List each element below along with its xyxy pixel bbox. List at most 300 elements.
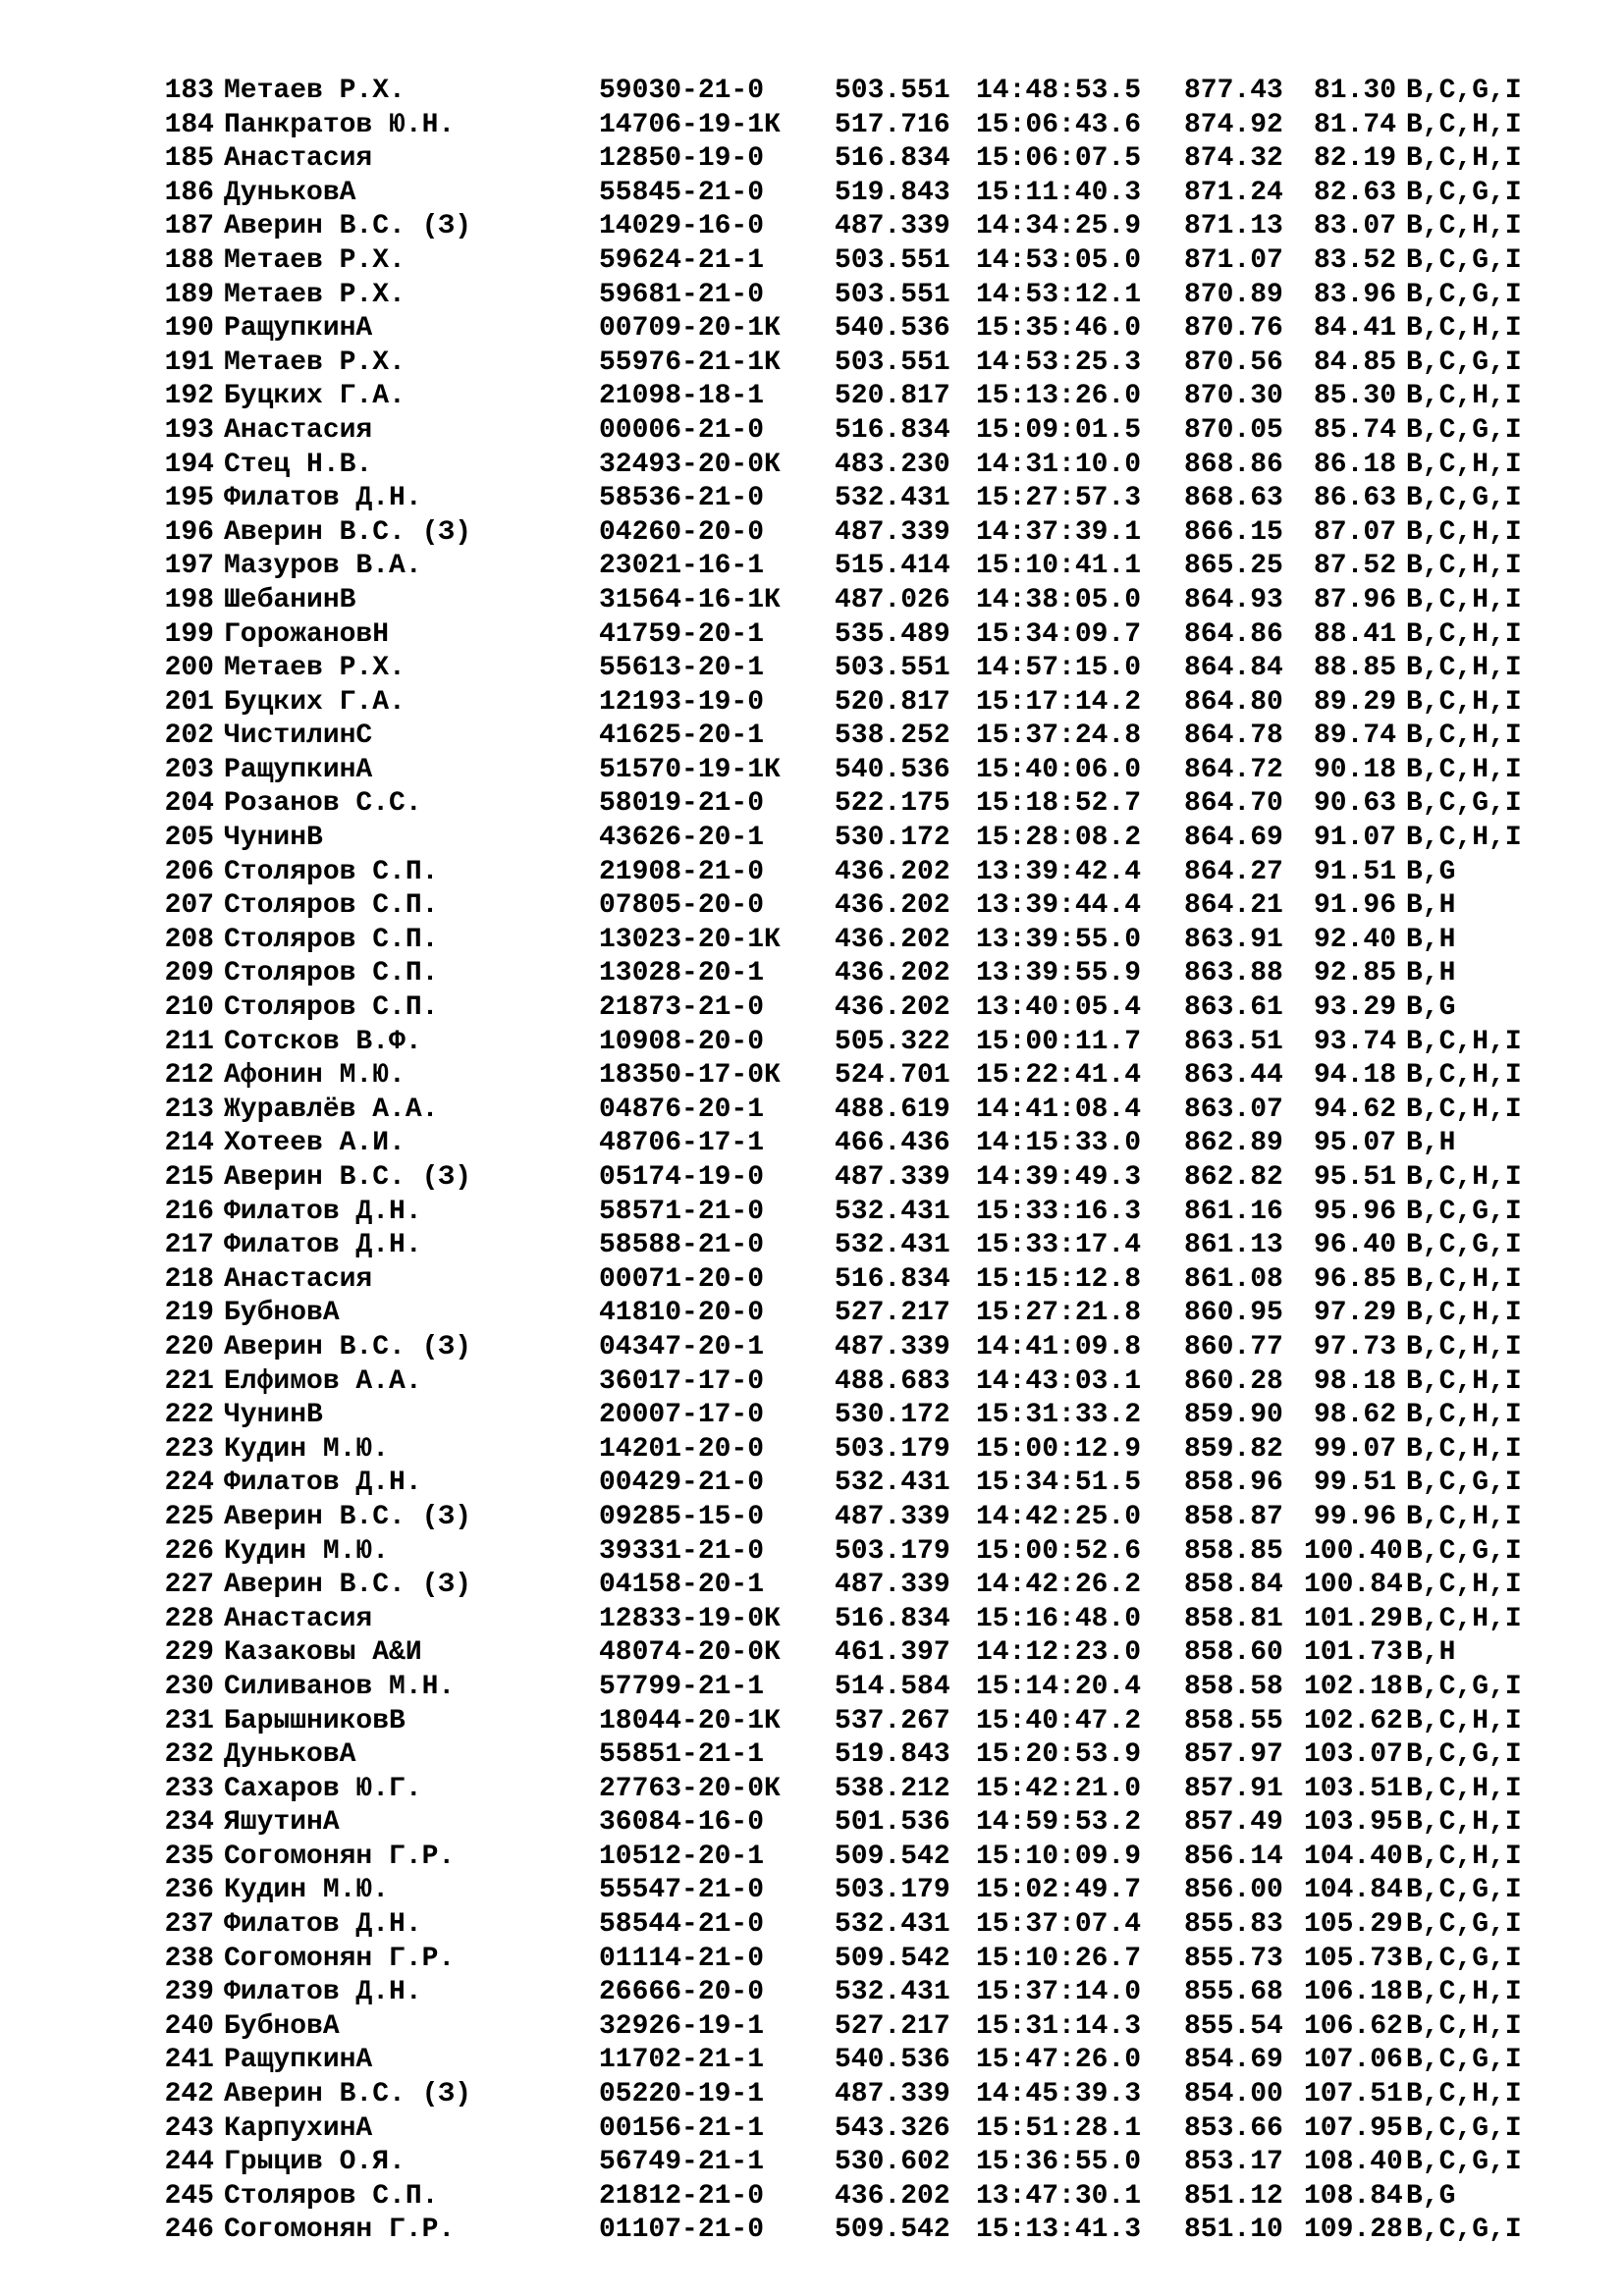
speed-value: 863.88 — [1184, 958, 1283, 989]
classes: B,C,H,I — [1406, 584, 1522, 615]
result-row — [145, 177, 1563, 211]
coefficient: 88.85 — [1313, 653, 1396, 684]
place-number: 240 — [164, 2010, 214, 2042]
arrival-time: 15:06:07.5 — [976, 143, 1142, 175]
arrival-time: 15:36:55.0 — [976, 2147, 1142, 2178]
speed-value: 855.54 — [1184, 2010, 1283, 2042]
fancier-name: Анастасия — [224, 1603, 373, 1634]
ring-number: 58536-21-0 — [599, 483, 765, 514]
classes: B,C,G,I — [1406, 414, 1522, 446]
place-number: 205 — [164, 823, 214, 854]
coefficient: 90.63 — [1313, 788, 1396, 820]
fancier-name: ДуньковА — [224, 1739, 356, 1771]
arrival-time: 14:53:25.3 — [976, 347, 1142, 378]
distance-km: 514.584 — [835, 1671, 950, 1702]
distance-km: 503.179 — [835, 1535, 950, 1567]
classes: B,C,H,I — [1406, 109, 1522, 140]
distance-km: 487.339 — [835, 1331, 950, 1362]
speed-value: 854.69 — [1184, 2045, 1283, 2076]
classes: B,C,H,I — [1406, 1365, 1522, 1397]
result-row — [145, 1535, 1563, 1570]
ring-number: 18044-20-1К — [599, 1705, 781, 1736]
coefficient: 87.07 — [1313, 516, 1396, 548]
arrival-time: 15:00:52.6 — [976, 1535, 1142, 1567]
ring-number: 39331-21-0 — [599, 1535, 765, 1567]
fancier-name: Анастасия — [224, 414, 373, 446]
speed-value: 868.63 — [1184, 483, 1283, 514]
speed-value: 860.95 — [1184, 1298, 1283, 1329]
distance-km: 519.843 — [835, 177, 950, 208]
place-number: 246 — [164, 2215, 214, 2246]
speed-value: 874.32 — [1184, 143, 1283, 175]
result-row — [145, 1365, 1563, 1400]
classes: B,H — [1406, 1128, 1456, 1159]
ring-number: 09285-15-0 — [599, 1501, 765, 1532]
place-number: 217 — [164, 1230, 214, 1261]
arrival-time: 15:47:26.0 — [976, 2045, 1142, 2076]
speed-value: 858.58 — [1184, 1671, 1283, 1702]
distance-km: 436.202 — [835, 958, 950, 989]
result-row — [145, 1433, 1563, 1468]
coefficient: 82.63 — [1313, 177, 1396, 208]
coefficient: 103.51 — [1304, 1773, 1403, 1804]
fancier-name: Метаев Р.Х. — [224, 244, 406, 276]
speed-value: 864.93 — [1184, 584, 1283, 615]
arrival-time: 15:00:11.7 — [976, 1026, 1142, 1057]
arrival-time: 13:39:44.4 — [976, 890, 1142, 922]
speed-value: 853.17 — [1184, 2147, 1283, 2178]
classes: B,C,G,I — [1406, 244, 1522, 276]
result-row — [145, 347, 1563, 381]
result-row — [145, 414, 1563, 449]
place-number: 197 — [164, 551, 214, 582]
ring-number: 55976-21-1К — [599, 347, 781, 378]
fancier-name: Кудин М.Ю. — [224, 1433, 390, 1465]
arrival-time: 14:59:53.2 — [976, 1807, 1142, 1839]
coefficient: 84.41 — [1313, 313, 1396, 345]
place-number: 227 — [164, 1570, 214, 1601]
arrival-time: 15:10:09.9 — [976, 1841, 1142, 1872]
result-row — [145, 787, 1563, 822]
place-number: 225 — [164, 1501, 214, 1532]
ring-number: 59030-21-0 — [599, 76, 765, 106]
speed-value: 856.14 — [1184, 1841, 1283, 1872]
coefficient: 99.96 — [1313, 1501, 1396, 1532]
coefficient: 89.29 — [1313, 686, 1396, 718]
ring-number: 00006-21-0 — [599, 414, 765, 446]
fancier-name: Столяров С.П. — [224, 958, 439, 989]
result-row — [145, 652, 1563, 686]
distance-km: 530.172 — [835, 823, 950, 854]
coefficient: 100.84 — [1304, 1570, 1403, 1601]
speed-value: 877.43 — [1184, 76, 1283, 106]
fancier-name: Столяров С.П. — [224, 2180, 439, 2212]
speed-value: 871.07 — [1184, 244, 1283, 276]
coefficient: 95.07 — [1313, 1128, 1396, 1159]
ring-number: 01107-21-0 — [599, 2215, 765, 2246]
distance-km: 503.551 — [835, 76, 950, 106]
coefficient: 92.40 — [1313, 924, 1396, 955]
fancier-name: Казаковы А&И — [224, 1637, 422, 1669]
arrival-time: 15:13:41.3 — [976, 2215, 1142, 2246]
fancier-name: Филатов Д.Н. — [224, 1909, 422, 1941]
speed-value: 862.89 — [1184, 1128, 1283, 1159]
arrival-time: 15:51:28.1 — [976, 2112, 1142, 2144]
fancier-name: Афонин М.Ю. — [224, 1060, 406, 1092]
speed-value: 864.69 — [1184, 823, 1283, 854]
place-number: 232 — [164, 1739, 214, 1771]
ring-number: 12850-19-0 — [599, 143, 765, 175]
speed-value: 864.21 — [1184, 890, 1283, 922]
place-number: 228 — [164, 1603, 214, 1634]
speed-value: 864.84 — [1184, 653, 1283, 684]
fancier-name: Метаев Р.Х. — [224, 279, 406, 310]
coefficient: 105.29 — [1304, 1909, 1403, 1941]
speed-value: 861.16 — [1184, 1196, 1283, 1227]
ring-number: 59624-21-1 — [599, 244, 765, 276]
fancier-name: РащупкинА — [224, 754, 373, 785]
arrival-time: 14:15:33.0 — [976, 1128, 1142, 1159]
coefficient: 81.30 — [1313, 76, 1396, 106]
coefficient: 98.62 — [1313, 1400, 1396, 1431]
speed-value: 858.96 — [1184, 1468, 1283, 1499]
classes: B,C,G,I — [1406, 1739, 1522, 1771]
arrival-time: 14:48:53.5 — [976, 76, 1142, 106]
distance-km: 436.202 — [835, 890, 950, 922]
result-row — [145, 1773, 1563, 1807]
coefficient: 81.74 — [1313, 109, 1396, 140]
result-row — [145, 1874, 1563, 1908]
place-number: 223 — [164, 1433, 214, 1465]
ring-number: 01114-21-0 — [599, 1943, 765, 1974]
fancier-name: Буцких Г.А. — [224, 381, 406, 412]
fancier-name: Аверин В.С. (З) — [224, 1570, 472, 1601]
fancier-name: РащупкинА — [224, 313, 373, 345]
fancier-name: Столяров С.П. — [224, 992, 439, 1024]
fancier-name: Согомонян Г.Р. — [224, 1841, 456, 1872]
coefficient: 109.28 — [1304, 2215, 1403, 2246]
place-number: 203 — [164, 754, 214, 785]
distance-km: 530.172 — [835, 1400, 950, 1431]
speed-value: 855.68 — [1184, 1977, 1283, 2008]
distance-km: 436.202 — [835, 992, 950, 1024]
arrival-time: 14:34:25.9 — [976, 211, 1142, 242]
classes: B,C,H,I — [1406, 1433, 1522, 1465]
arrival-time: 15:33:17.4 — [976, 1230, 1142, 1261]
arrival-time: 15:42:21.0 — [976, 1773, 1142, 1804]
result-row — [145, 1636, 1563, 1671]
ring-number: 21873-21-0 — [599, 992, 765, 1024]
classes: B,C,H,I — [1406, 516, 1522, 548]
distance-km: 540.536 — [835, 313, 950, 345]
arrival-time: 14:43:03.1 — [976, 1365, 1142, 1397]
coefficient: 95.51 — [1313, 1162, 1396, 1193]
place-number: 206 — [164, 856, 214, 887]
result-row — [145, 210, 1563, 244]
speed-value: 859.82 — [1184, 1433, 1283, 1465]
distance-km: 527.217 — [835, 2010, 950, 2042]
classes: B,C,G,I — [1406, 1468, 1522, 1499]
place-number: 213 — [164, 1094, 214, 1125]
distance-km: 503.551 — [835, 347, 950, 378]
result-row — [145, 1671, 1563, 1705]
place-number: 214 — [164, 1128, 214, 1159]
ring-number: 07805-20-0 — [599, 890, 765, 922]
distance-km: 538.252 — [835, 721, 950, 752]
result-row — [145, 618, 1563, 653]
speed-value: 862.82 — [1184, 1162, 1283, 1193]
fancier-name: Розанов С.С. — [224, 788, 422, 820]
classes: B,C,H,I — [1406, 1026, 1522, 1057]
result-row — [145, 2078, 1563, 2112]
distance-km: 487.339 — [835, 1162, 950, 1193]
classes: B,C,G,I — [1406, 177, 1522, 208]
result-row — [145, 1297, 1563, 1331]
speed-value: 866.15 — [1184, 516, 1283, 548]
classes: B,H — [1406, 924, 1456, 955]
ring-number: 41759-20-1 — [599, 618, 765, 650]
ring-number: 00156-21-1 — [599, 2112, 765, 2144]
speed-value: 871.13 — [1184, 211, 1283, 242]
ring-number: 05174-19-0 — [599, 1162, 765, 1193]
speed-value: 864.78 — [1184, 721, 1283, 752]
result-row — [145, 1501, 1563, 1535]
result-row — [145, 2044, 1563, 2078]
speed-value: 864.72 — [1184, 754, 1283, 785]
fancier-name: Хотеев А.И. — [224, 1128, 406, 1159]
ring-number: 23021-16-1 — [599, 551, 765, 582]
ring-number: 48706-17-1 — [599, 1128, 765, 1159]
coefficient: 87.52 — [1313, 551, 1396, 582]
arrival-time: 14:37:39.1 — [976, 516, 1142, 548]
arrival-time: 15:11:40.3 — [976, 177, 1142, 208]
coefficient: 83.07 — [1313, 211, 1396, 242]
ring-number: 04158-20-1 — [599, 1570, 765, 1601]
place-number: 188 — [164, 244, 214, 276]
place-number: 229 — [164, 1637, 214, 1669]
results-list — [145, 75, 1563, 2248]
distance-km: 509.542 — [835, 1943, 950, 1974]
arrival-time: 15:02:49.7 — [976, 1875, 1142, 1906]
distance-km: 488.619 — [835, 1094, 950, 1125]
result-row — [145, 1603, 1563, 1637]
result-row — [145, 991, 1563, 1026]
speed-value: 864.80 — [1184, 686, 1283, 718]
coefficient: 88.41 — [1313, 618, 1396, 650]
fancier-name: Журавлёв А.А. — [224, 1094, 439, 1125]
speed-value: 858.84 — [1184, 1570, 1283, 1601]
ring-number: 51570-19-1К — [599, 754, 781, 785]
coefficient: 96.40 — [1313, 1230, 1396, 1261]
place-number: 236 — [164, 1875, 214, 1906]
classes: B,C,H,I — [1406, 1060, 1522, 1092]
ring-number: 04876-20-1 — [599, 1094, 765, 1125]
ring-number: 00429-21-0 — [599, 1468, 765, 1499]
distance-km: 483.230 — [835, 449, 950, 480]
result-row — [145, 1841, 1563, 1875]
place-number: 222 — [164, 1400, 214, 1431]
fancier-name: Метаев Р.Х. — [224, 347, 406, 378]
place-number: 243 — [164, 2112, 214, 2144]
coefficient: 99.07 — [1313, 1433, 1396, 1465]
fancier-name: Филатов Д.Н. — [224, 1977, 422, 2008]
fancier-name: Метаев Р.Х. — [224, 76, 406, 106]
speed-value: 858.60 — [1184, 1637, 1283, 1669]
fancier-name: Кудин М.Ю. — [224, 1535, 390, 1567]
place-number: 199 — [164, 618, 214, 650]
classes: B,C,H,I — [1406, 1162, 1522, 1193]
coefficient: 101.29 — [1304, 1603, 1403, 1634]
speed-value: 858.81 — [1184, 1603, 1283, 1634]
fancier-name: ЧунинВ — [224, 1400, 323, 1431]
ring-number: 13023-20-1К — [599, 924, 781, 955]
result-row — [145, 279, 1563, 313]
distance-km: 487.339 — [835, 2079, 950, 2110]
result-row — [145, 1908, 1563, 1943]
place-number: 194 — [164, 449, 214, 480]
result-row — [145, 1976, 1563, 2010]
distance-km: 503.551 — [835, 653, 950, 684]
distance-km: 487.339 — [835, 1570, 950, 1601]
fancier-name: КарпухинА — [224, 2112, 373, 2144]
coefficient: 83.52 — [1313, 244, 1396, 276]
ring-number: 11702-21-1 — [599, 2045, 765, 2076]
fancier-name: Столяров С.П. — [224, 856, 439, 887]
distance-km: 503.179 — [835, 1433, 950, 1465]
fancier-name: Аверин В.С. (З) — [224, 2079, 472, 2110]
place-number: 245 — [164, 2180, 214, 2212]
arrival-time: 14:41:09.8 — [976, 1331, 1142, 1362]
classes: B,C,H,I — [1406, 1501, 1522, 1532]
place-number: 191 — [164, 347, 214, 378]
classes: B,C,G,I — [1406, 2112, 1522, 2144]
speed-value: 858.85 — [1184, 1535, 1283, 1567]
ring-number: 31564-16-1К — [599, 584, 781, 615]
speed-value: 857.91 — [1184, 1773, 1283, 1804]
ring-number: 55547-21-0 — [599, 1875, 765, 1906]
arrival-time: 13:40:05.4 — [976, 992, 1142, 1024]
result-row — [145, 1094, 1563, 1128]
speed-value: 860.77 — [1184, 1331, 1283, 1362]
ring-number: 57799-21-1 — [599, 1671, 765, 1702]
arrival-time: 14:53:12.1 — [976, 279, 1142, 310]
classes: B,C,H,I — [1406, 449, 1522, 480]
distance-km: 503.551 — [835, 279, 950, 310]
place-number: 201 — [164, 686, 214, 718]
classes: B,C,H,I — [1406, 721, 1522, 752]
distance-km: 535.489 — [835, 618, 950, 650]
distance-km: 487.026 — [835, 584, 950, 615]
place-number: 238 — [164, 1943, 214, 1974]
coefficient: 103.07 — [1304, 1739, 1403, 1771]
ring-number: 00071-20-0 — [599, 1263, 765, 1295]
ring-number: 43626-20-1 — [599, 823, 765, 854]
distance-km: 530.602 — [835, 2147, 950, 2178]
distance-km: 503.551 — [835, 244, 950, 276]
speed-value: 863.91 — [1184, 924, 1283, 955]
place-number: 208 — [164, 924, 214, 955]
distance-km: 516.834 — [835, 414, 950, 446]
result-row — [145, 856, 1563, 890]
result-row — [145, 2112, 1563, 2147]
speed-value: 865.25 — [1184, 551, 1283, 582]
speed-value: 868.86 — [1184, 449, 1283, 480]
distance-km: 516.834 — [835, 1263, 950, 1295]
arrival-time: 14:57:15.0 — [976, 653, 1142, 684]
fancier-name: Анастасия — [224, 1263, 373, 1295]
result-row — [145, 1026, 1563, 1060]
ring-number: 26666-20-0 — [599, 1977, 765, 2008]
speed-value: 864.86 — [1184, 618, 1283, 650]
result-row — [145, 1569, 1563, 1603]
speed-value: 856.00 — [1184, 1875, 1283, 1906]
arrival-time: 14:45:39.3 — [976, 2079, 1142, 2110]
arrival-time: 15:40:06.0 — [976, 754, 1142, 785]
coefficient: 87.96 — [1313, 584, 1396, 615]
coefficient: 85.30 — [1313, 381, 1396, 412]
distance-km: 520.817 — [835, 381, 950, 412]
coefficient: 106.62 — [1304, 2010, 1403, 2042]
coefficient: 93.29 — [1313, 992, 1396, 1024]
place-number: 242 — [164, 2079, 214, 2110]
classes: B,C,G,I — [1406, 1535, 1522, 1567]
arrival-time: 15:27:21.8 — [976, 1298, 1142, 1329]
place-number: 211 — [164, 1026, 214, 1057]
speed-value: 870.89 — [1184, 279, 1283, 310]
distance-km: 537.267 — [835, 1705, 950, 1736]
place-number: 210 — [164, 992, 214, 1024]
distance-km: 532.431 — [835, 1230, 950, 1261]
classes: B,C,G,I — [1406, 2045, 1522, 2076]
arrival-time: 15:18:52.7 — [976, 788, 1142, 820]
arrival-time: 15:16:48.0 — [976, 1603, 1142, 1634]
fancier-name: БубновА — [224, 2010, 340, 2042]
distance-km: 488.683 — [835, 1365, 950, 1397]
classes: B,G — [1406, 2180, 1456, 2212]
classes: B,C,G,I — [1406, 1875, 1522, 1906]
arrival-time: 15:10:26.7 — [976, 1943, 1142, 1974]
place-number: 184 — [164, 109, 214, 140]
place-number: 187 — [164, 211, 214, 242]
distance-km: 540.536 — [835, 2045, 950, 2076]
arrival-time: 15:37:24.8 — [976, 721, 1142, 752]
arrival-time: 14:31:10.0 — [976, 449, 1142, 480]
fancier-name: Аверин В.С. (З) — [224, 1162, 472, 1193]
distance-km: 509.542 — [835, 2215, 950, 2246]
arrival-time: 15:15:12.8 — [976, 1263, 1142, 1295]
result-row — [145, 1229, 1563, 1263]
ring-number: 58019-21-0 — [599, 788, 765, 820]
fancier-name: Аверин В.С. (З) — [224, 211, 472, 242]
coefficient: 102.62 — [1304, 1705, 1403, 1736]
coefficient: 91.07 — [1313, 823, 1396, 854]
distance-km: 515.414 — [835, 551, 950, 582]
ring-number: 14029-16-0 — [599, 211, 765, 242]
ring-number: 58571-21-0 — [599, 1196, 765, 1227]
place-number: 209 — [164, 958, 214, 989]
ring-number: 32493-20-0К — [599, 449, 781, 480]
distance-km: 532.431 — [835, 1468, 950, 1499]
distance-km: 543.326 — [835, 2112, 950, 2144]
place-number: 215 — [164, 1162, 214, 1193]
speed-value: 855.73 — [1184, 1943, 1283, 1974]
distance-km: 436.202 — [835, 856, 950, 887]
distance-km: 503.179 — [835, 1875, 950, 1906]
classes: B,C,G,I — [1406, 483, 1522, 514]
arrival-time: 13:39:42.4 — [976, 856, 1142, 887]
arrival-time: 14:53:05.0 — [976, 244, 1142, 276]
arrival-time: 14:41:08.4 — [976, 1094, 1142, 1125]
